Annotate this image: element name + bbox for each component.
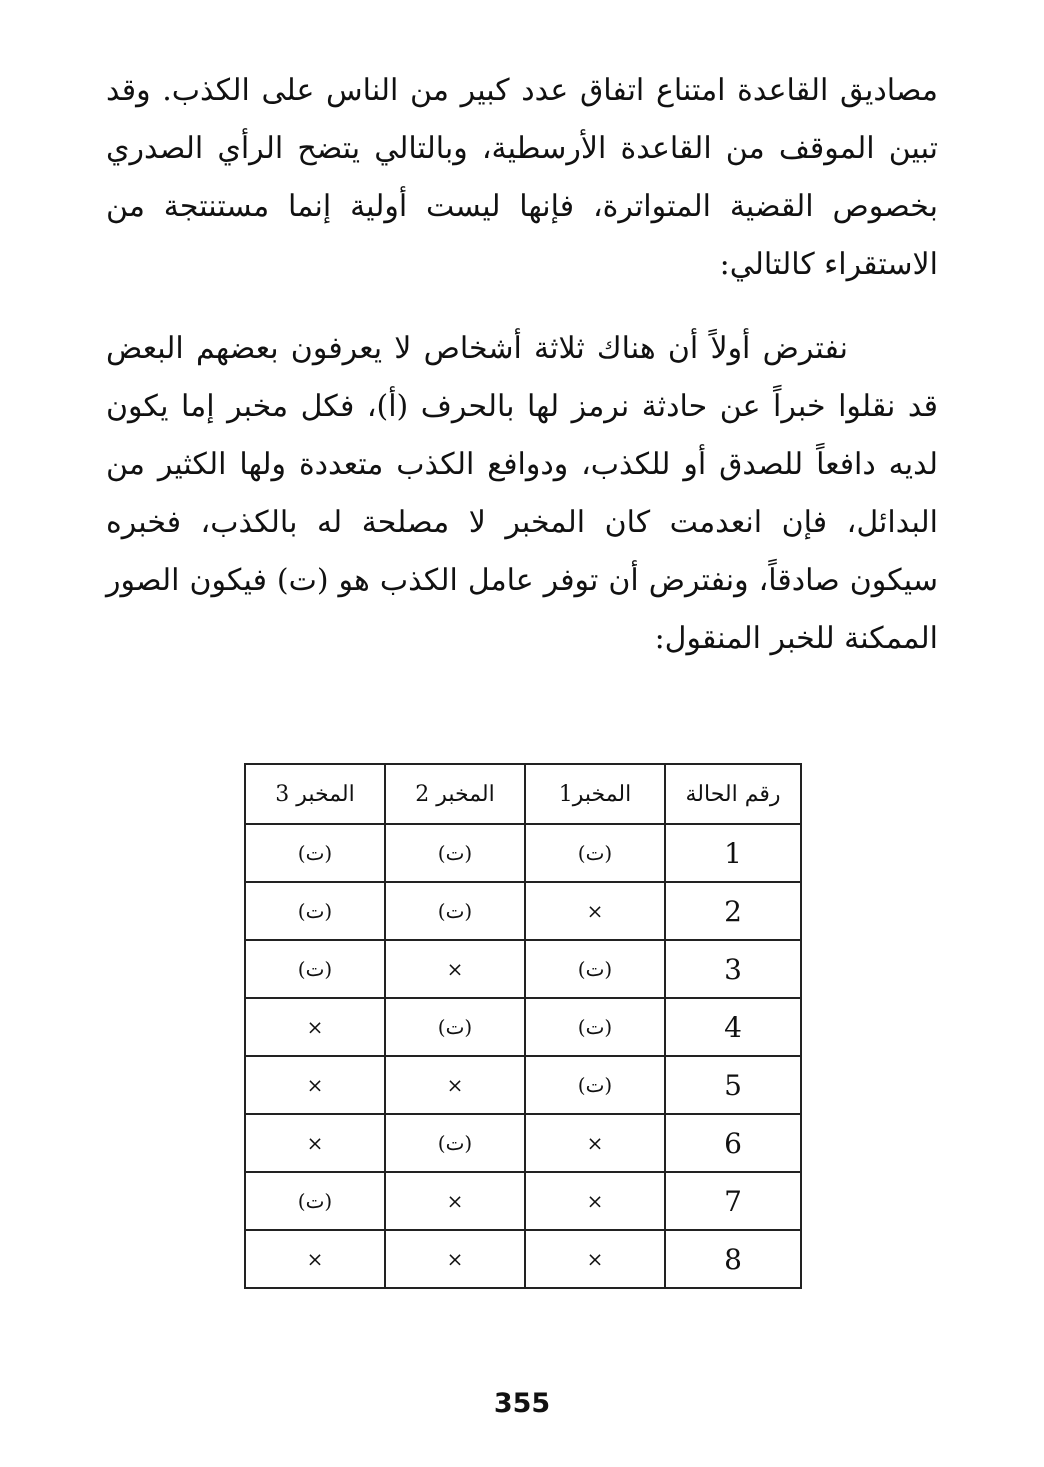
table-cell: × xyxy=(245,1114,385,1172)
case-number-cell: 5 xyxy=(665,1056,801,1114)
case-number-cell: 1 xyxy=(665,824,801,882)
case-number-cell: 4 xyxy=(665,998,801,1056)
table-cell: (ت) xyxy=(385,882,525,940)
table-cell: (ت) xyxy=(525,1056,665,1114)
table-cell: (ت) xyxy=(525,940,665,998)
table-cell: × xyxy=(385,1172,525,1230)
case-number-cell: 3 xyxy=(665,940,801,998)
table-row xyxy=(245,998,801,1056)
table-cell: × xyxy=(525,882,665,940)
table-row xyxy=(245,1114,801,1172)
table-cell: (ت) xyxy=(245,824,385,882)
page-number: 355 xyxy=(493,1388,551,1419)
case-number-cell: 2 xyxy=(665,882,801,940)
table-cell: × xyxy=(245,1056,385,1114)
table-row xyxy=(245,1056,801,1114)
table-header-row xyxy=(245,764,801,824)
table-cell: (ت) xyxy=(525,998,665,1056)
paragraph-2: نفترض أولاً أن هناك ثلاثة أشخاص لا يعرفون بعضهم البعض قد نقلوا خبراً عن حادثة نرمز لها بالحرف (أ)، فكل مخبر إما يكون لديه دافعاً للصدق أو للكذب، ودوافع الكذب متعددة ولها الكثير من البدائل، فإن انعدمت كان المخبر لا مصلحة له بالكذب، فخبره سيكون صادقاً، ونفترض أن توفر عامل الكذب هو (ت) فيكون الصور الممكنة للخبر المنقول: xyxy=(106,331,939,656)
paragraph-1: مصاديق القاعدة امتناع اتفاق عدد كبير من الناس على الكذب. وقد تبين الموقف من القاعدة الأرسطية، وبالتالي يتضح الرأي الصدري بخصوص القضية المتواترة، فإنها ليست أولية إنما مستنتجة من الاستقراء كالتالي: xyxy=(106,73,938,282)
table-cell: (ت) xyxy=(245,1172,385,1230)
case-number-cell: 8 xyxy=(665,1230,801,1288)
table-row xyxy=(245,940,801,998)
case-number-cell: 6 xyxy=(665,1114,801,1172)
table-cell: × xyxy=(525,1172,665,1230)
case-number-cell: 7 xyxy=(665,1172,801,1230)
table-row xyxy=(245,824,801,882)
table-row xyxy=(245,882,801,940)
table-cell: (ت) xyxy=(385,824,525,882)
table-cell: (ت) xyxy=(525,824,665,882)
header-informant-1: المخبر1 xyxy=(525,764,665,824)
table-cell: × xyxy=(525,1230,665,1288)
table-row xyxy=(245,1172,801,1230)
table-cell: × xyxy=(245,1230,385,1288)
table-cell: × xyxy=(245,998,385,1056)
table-cell: (ت) xyxy=(245,882,385,940)
table-cell: × xyxy=(385,940,525,998)
table-cell: × xyxy=(385,1230,525,1288)
table-cell: (ت) xyxy=(385,1114,525,1172)
table-cell: (ت) xyxy=(245,940,385,998)
table-row xyxy=(245,1230,801,1288)
header-informant-2: المخبر 2 xyxy=(385,764,525,824)
header-informant-3: المخبر 3 xyxy=(245,764,385,824)
table-cell: × xyxy=(525,1114,665,1172)
table-cell: × xyxy=(385,1056,525,1114)
header-case-number: رقم الحالة xyxy=(665,764,801,824)
cases-table xyxy=(244,763,802,1289)
table-cell: (ت) xyxy=(385,998,525,1056)
